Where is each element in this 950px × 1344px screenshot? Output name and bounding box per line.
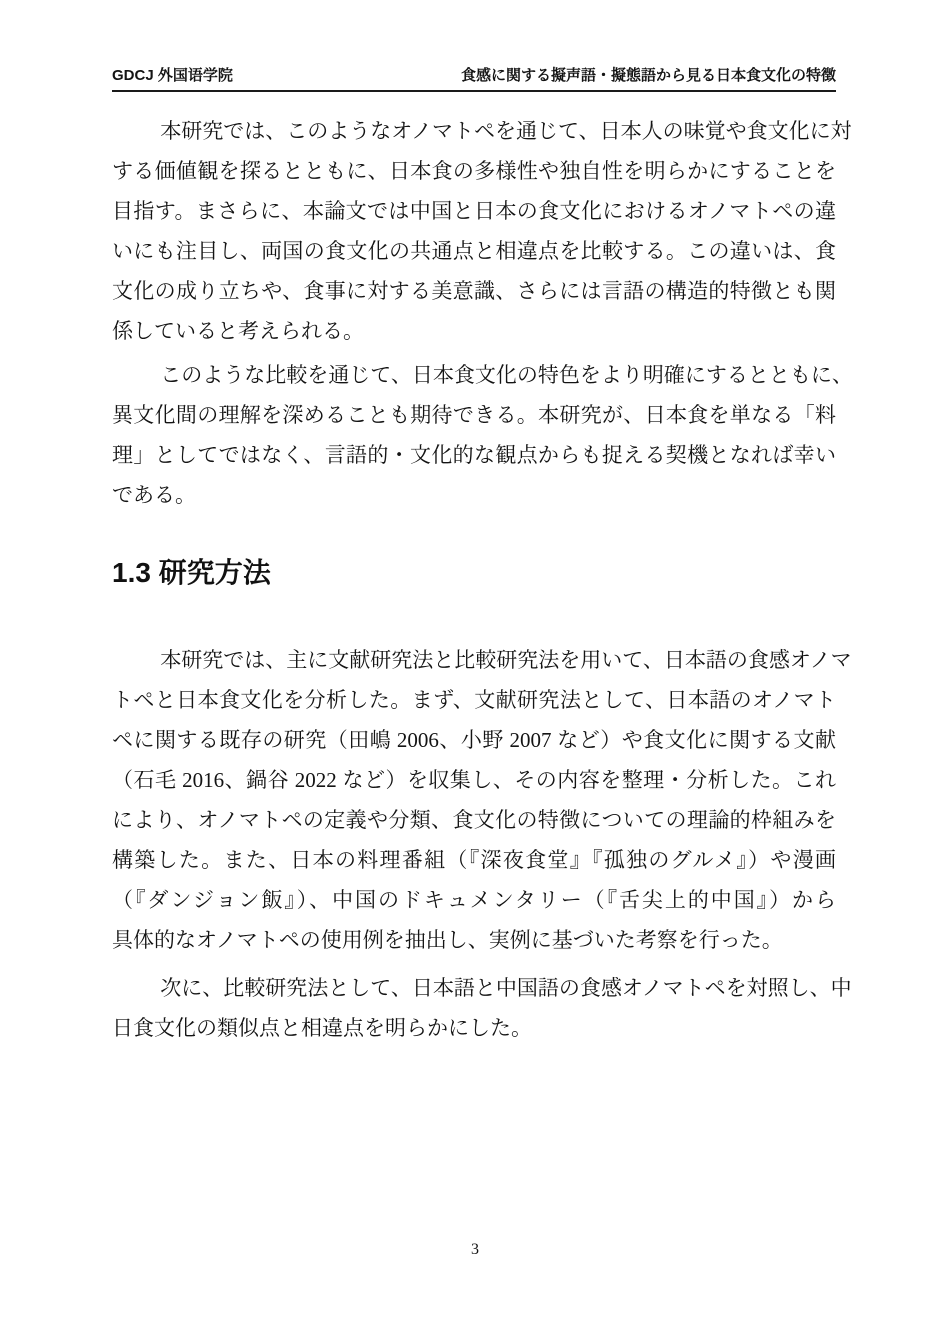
text-line: により、オノマトペの定義や分類、食文化の特徴についての理論的枠組みを <box>112 808 836 832</box>
text-line: （『ダンジョン飯』）、中国のドキュメンタリー（『舌尖上的中国』）から <box>112 888 836 912</box>
text-line: 本研究では、主に文献研究法と比較研究法を用いて、日本語の食感オノマ <box>160 648 852 672</box>
paragraph <box>112 968 852 1048</box>
text-line: （石毛 2016、鍋谷 2022 など）を収集し、その内容を整理・分析した。これ <box>112 768 836 792</box>
text-line: 構築した。また、日本の料理番組（『深夜食堂』『孤独のグルメ』）や漫画 <box>112 848 836 872</box>
page-number: 3 <box>471 1241 479 1258</box>
text-line: 日食文化の類似点と相違点を明らかにした。 <box>112 1016 532 1040</box>
header-institution: GDCJ 外国语学院 <box>112 67 233 84</box>
text-line: である。 <box>112 483 196 507</box>
paragraph <box>112 111 852 351</box>
text-line: 具体的なオノマトペの使用例を抽出し、実例に基づいた考察を行った。 <box>112 928 783 952</box>
page-header-row <box>112 66 836 90</box>
page-footer <box>0 1240 950 1260</box>
text-line: 理」としてではなく、言語的・文化的な観点からも捉える契機となれば幸い <box>112 443 836 467</box>
page-header <box>112 66 836 92</box>
text-line: 本研究では、このようなオノマトペを通じて、日本人の味覚や食文化に対 <box>160 119 852 143</box>
intro-paragraphs <box>112 111 853 515</box>
text-line: いにも注目し、両国の食文化の共通点と相違点を比較する。この違いは、食 <box>112 239 836 263</box>
text-line: 異文化間の理解を深めることも期待できる。本研究が、日本食を単なる「料 <box>112 403 836 427</box>
text-line: 係していると考えられる。 <box>112 319 364 343</box>
header-running-title: 食感に関する擬声語・擬態語から見る日本食文化の特徴 <box>460 67 836 84</box>
text-line: 目指す。まさらに、本論文では中国と日本の食文化におけるオノマトペの違 <box>112 199 836 223</box>
text-line: ペに関する既存の研究（田嶋 2006、小野 2007 など）や食文化に関する文献 <box>112 728 836 752</box>
text-line: トペと日本食文化を分析した。まず、文献研究法として、日本語のオノマト <box>112 688 836 712</box>
page-content <box>112 111 853 1048</box>
paragraph <box>112 640 852 960</box>
text-line: 次に、比較研究法として、日本語と中国語の食感オノマトペを対照し、中 <box>160 976 852 1000</box>
text-line: このような比較を通じて、日本食文化の特色をより明確にするとともに、 <box>160 363 853 387</box>
paragraph <box>112 355 853 515</box>
text-line: する価値観を探るとともに、日本食の多様性や独自性を明らかにすることを <box>112 159 836 183</box>
text-line: 文化の成り立ちや、食事に対する美意識、さらには言語の構造的特徴とも関 <box>112 279 836 303</box>
method-paragraphs <box>112 640 852 1048</box>
header-divider <box>112 90 836 92</box>
section-heading: 1.3 研究方法 <box>112 557 271 588</box>
